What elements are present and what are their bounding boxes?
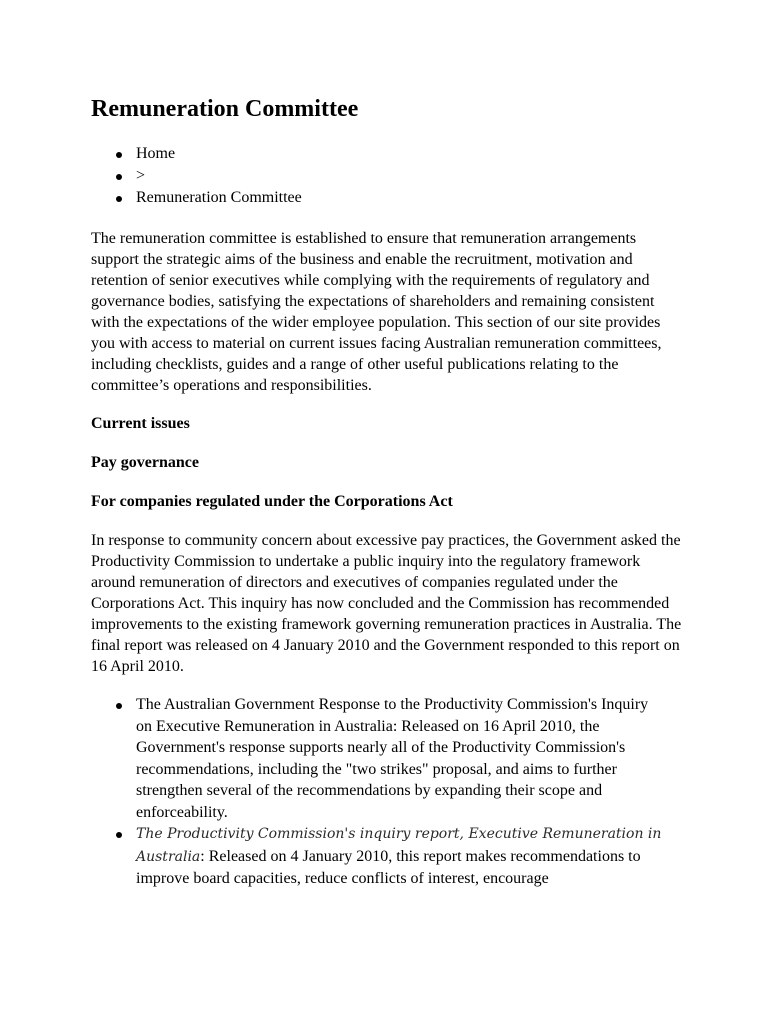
list-item (91, 823, 666, 890)
response-paragraph: In response to community concern about excessive pay practices, the Government asked the Productivity Commission to undertake a public inquiry into the regulatory framework around remuneration of directors and executives of companies regulated under the Corporations Act. This inquiry has now concluded and the Commission has recommended improvements to the existing framework governing remuneration practices in Australia. The final report was released on 4 January 2010 and the Government responded to this report on 16 April 2010. (91, 532, 682, 675)
list-item (91, 694, 666, 823)
publications-list (91, 694, 691, 890)
page-content (91, 94, 691, 890)
heading-corporations-act: For companies regulated under the Corporations Act (91, 493, 453, 510)
breadcrumb (91, 143, 691, 209)
breadcrumb-separator: > (91, 165, 691, 187)
heading-current-issues: Current issues (91, 415, 190, 432)
page-title: Remuneration Committee (91, 96, 359, 122)
government-response-text: The Australian Government Response to the Productivity Commission's Inquiry on Executive Remuneration in Australia: Released on 16 April 2010, the Government's response supports nearly all of the Productivity Commission's recommendations, including the "two strikes" proposal, and aims to further strengthen several of the recommendations by expanding their scope and enforceability. (136, 696, 649, 821)
intro-paragraph: The remuneration committee is established to ensure that remuneration arrangements support the strategic aims of the business and enable the recruitment, motivation and retention of senior executives while complying with the requirements of regulatory and governance bodies, satisfying the expectations of shareholders and remaining consistent with the expectations of the wider employee population. This section of our site provides you with access to material on current issues facing Australian remuneration committees, including checklists, guides and a range of other useful publications relating to the committee’s operations and responsibilities. (91, 230, 662, 394)
inquiry-report-text: : Released on 4 January 2010, this report makes recommendations to improve board capacities, reduce conflicts of interest, encourage (136, 847, 641, 887)
inquiry-report-link[interactable]: The Productivity Commission's inquiry report, Executive Remuneration in Australia (136, 826, 662, 865)
breadcrumb-current: Remuneration Committee (91, 187, 691, 209)
breadcrumb-home[interactable]: Home (91, 143, 691, 165)
heading-pay-governance: Pay governance (91, 454, 199, 471)
